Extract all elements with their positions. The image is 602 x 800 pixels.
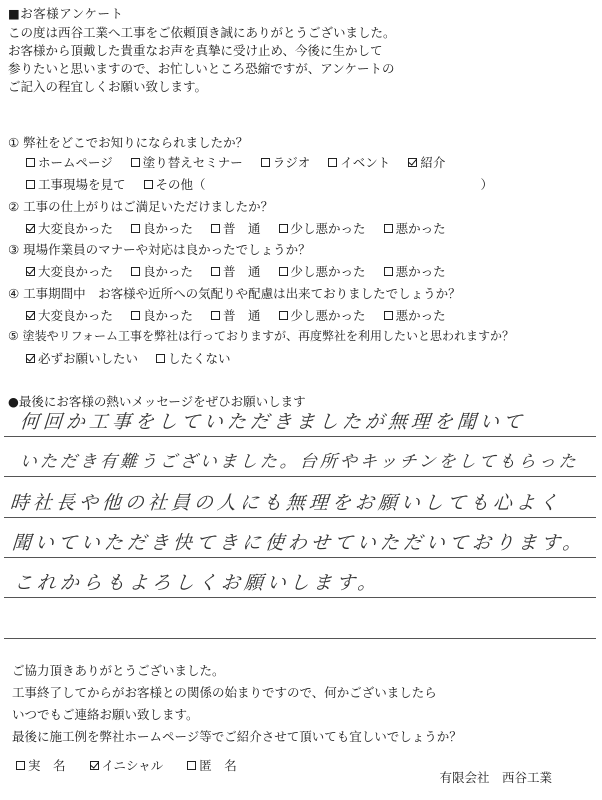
q2-option-normal[interactable] [211, 219, 261, 237]
checkbox[interactable] [131, 311, 140, 320]
checkbox-checked[interactable] [408, 158, 417, 167]
footer-line: 工事終了してからがお客様との関係の始まりですので、何かございましたら [12, 685, 437, 700]
checkbox[interactable] [261, 158, 270, 167]
q1-option-event[interactable] [328, 153, 390, 171]
q2-option-very-good[interactable] [26, 219, 113, 237]
publish-options [16, 756, 255, 774]
checkbox[interactable] [384, 267, 393, 276]
writing-line [4, 436, 596, 437]
q3-option-good[interactable] [131, 262, 193, 280]
handwritten-line: いただき有難うございました。台所やキッチンをしてもらった [19, 452, 580, 472]
question-3: ③ 現場作業員のマナーや対応は良かったでしょうか？ [8, 242, 311, 257]
option-label: ホームページ [38, 155, 113, 170]
checkbox[interactable] [211, 224, 220, 233]
option-label: 匿 名 [199, 758, 237, 773]
q4-option-bad[interactable] [384, 306, 446, 324]
writing-line [4, 517, 596, 518]
checkbox[interactable] [131, 158, 140, 167]
writing-line [4, 476, 596, 477]
checkbox[interactable] [156, 354, 165, 363]
q3-option-very-good[interactable] [26, 262, 113, 280]
option-label: 悪かった [395, 221, 446, 236]
option-label: 良かった [143, 264, 194, 279]
checkbox[interactable] [279, 267, 288, 276]
writing-line [4, 638, 596, 639]
option-label: 塗り替えセミナー [142, 155, 243, 170]
publish-option-realname[interactable] [16, 756, 66, 774]
publish-option-anonymous[interactable] [187, 756, 237, 774]
q2-options [26, 219, 464, 237]
q2-option-slightly-bad[interactable] [279, 219, 366, 237]
option-label: したくない [168, 351, 231, 366]
checkbox[interactable] [131, 267, 140, 276]
handwritten-line: これからもよろしくお願いします。 [13, 572, 382, 594]
message-heading: ●最後にお客様の熱いメッセージをぜひお願いします [8, 394, 306, 409]
intro-line: この度は西谷工業へ工事をご依頼頂き誠にありがとうございました。 [8, 25, 396, 40]
checkbox[interactable] [16, 761, 25, 770]
intro-text [8, 24, 396, 96]
q4-option-very-good[interactable] [26, 306, 113, 324]
option-label: 悪かった [395, 308, 446, 323]
checkbox[interactable] [131, 224, 140, 233]
q1-options-row2 [26, 175, 511, 193]
q3-option-normal[interactable] [211, 262, 261, 280]
checkbox-checked[interactable] [26, 224, 35, 233]
q3-options [26, 262, 464, 280]
option-label: その他（ ） [155, 177, 494, 192]
checkbox[interactable] [384, 311, 393, 320]
q3-option-slightly-bad[interactable] [279, 262, 366, 280]
q1-option-seminar[interactable] [131, 153, 243, 171]
survey-title: ■お客様アンケート [8, 6, 124, 21]
option-label: 大変良かった [38, 264, 114, 279]
q5-options [26, 349, 249, 367]
checkbox-checked[interactable] [90, 761, 99, 770]
option-label: ラジオ [272, 155, 311, 170]
checkbox[interactable] [211, 267, 220, 276]
checkbox[interactable] [26, 158, 35, 167]
option-label: 普 通 [223, 308, 261, 323]
option-label: 悪かった [395, 264, 446, 279]
option-label: 少し悪かった [290, 308, 366, 323]
question-2: ② 工事の仕上がりはご満足いただけましたか？ [8, 199, 274, 214]
option-label: 良かった [143, 308, 194, 323]
intro-line: お客様から頂戴した貴重なお声を真摯に受け止め、今後に生かして [8, 43, 383, 58]
checkbox[interactable] [279, 311, 288, 320]
q2-option-bad[interactable] [384, 219, 446, 237]
footer-line: 最後に施工例を弊社ホームページ等でご紹介させて頂いても宜しいでしょうか？ [12, 729, 462, 744]
footer-text [12, 660, 462, 748]
option-label: 大変良かった [38, 308, 114, 323]
option-label: 少し悪かった [290, 264, 366, 279]
option-label: 少し悪かった [290, 221, 366, 236]
intro-line: 参りたいと思いますので、お忙しいところ恐縮ですが、アンケートの [8, 61, 395, 76]
checkbox[interactable] [211, 311, 220, 320]
q1-option-site[interactable] [26, 175, 126, 193]
option-label: 必ずお願いしたい [38, 351, 139, 366]
checkbox[interactable] [279, 224, 288, 233]
q5-option-definitely[interactable] [26, 349, 138, 367]
company-name: 有限会社 西谷工業 [439, 770, 552, 785]
option-label: イベント [340, 155, 391, 170]
checkbox[interactable] [328, 158, 337, 167]
handwritten-line: 何回か工事をしていただきましたが無理を聞いて [19, 411, 527, 433]
handwritten-line: 時社長や他の社員の人にも無理をお願いしても心よく [9, 492, 563, 514]
q5-option-no[interactable] [156, 349, 231, 367]
q4-options [26, 306, 464, 324]
handwritten-line: 聞いていただき快てきに使わせていただいております。 [11, 532, 587, 554]
q2-option-good[interactable] [131, 219, 193, 237]
option-label: 実 名 [28, 758, 66, 773]
option-label: 普 通 [223, 264, 261, 279]
checkbox-checked[interactable] [26, 354, 35, 363]
checkbox-checked[interactable] [26, 311, 35, 320]
checkbox[interactable] [187, 761, 196, 770]
question-4: ④ 工事期間中 お客様や近所への気配りや配慮は出来ておりましたでしょうか？ [8, 286, 461, 301]
checkbox[interactable] [26, 180, 35, 189]
q1-option-other[interactable] [144, 175, 494, 193]
q4-option-good[interactable] [131, 306, 193, 324]
option-label: 普 通 [223, 221, 261, 236]
checkbox-checked[interactable] [26, 267, 35, 276]
q1-option-homepage[interactable] [26, 153, 113, 171]
q1-options-row1 [26, 153, 463, 171]
intro-line: ご記入の程宜しくお願い致します。 [8, 79, 208, 94]
q3-option-bad[interactable] [384, 262, 446, 280]
option-label: 工事現場を見て [38, 177, 126, 192]
publish-option-initials[interactable] [90, 756, 164, 774]
option-label: 紹介 [420, 155, 446, 170]
writing-line [4, 597, 596, 598]
q1-option-referral[interactable] [408, 153, 445, 171]
checkbox[interactable] [144, 180, 153, 189]
q1-option-radio[interactable] [261, 153, 311, 171]
option-label: 大変良かった [38, 221, 114, 236]
writing-line [4, 557, 596, 558]
footer-line: ご協力頂きありがとうございました。 [12, 663, 225, 678]
q4-option-normal[interactable] [211, 306, 261, 324]
question-1: ① 弊社をどこでお知りになられましたか？ [8, 135, 249, 150]
option-label: イニシャル [101, 758, 164, 773]
footer-line: いつでもご連絡お願い致します。 [12, 707, 199, 722]
option-label: 良かった [143, 221, 194, 236]
q4-option-slightly-bad[interactable] [279, 306, 366, 324]
checkbox[interactable] [384, 224, 393, 233]
question-5: ⑤ 塗装やリフォーム工事を弊社は行っておりますが、再度弊社を利用したいと思われますか？ [8, 329, 514, 343]
